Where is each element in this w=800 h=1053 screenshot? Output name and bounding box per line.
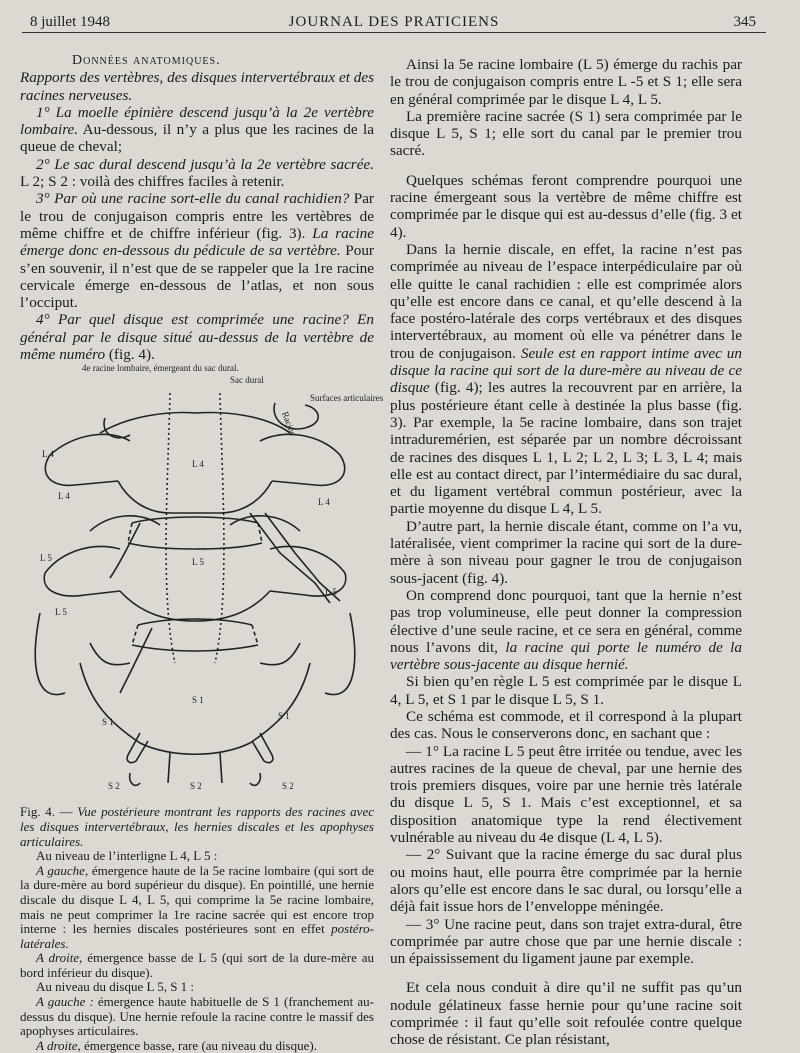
- right-column: [390, 56, 742, 1049]
- subheading: Rapports des vertèbres, des disques intervertébraux et des racines nerveuses.: [20, 69, 374, 104]
- section-heading: Données anatomiques.: [72, 53, 221, 68]
- page-header: [22, 6, 766, 32]
- paragraph: 2° Le sac dural descend jusqu’à la 2e vertèbre sacrée. L 2; S 2 : voilà des chiffres faciles à retenir.: [20, 155, 374, 191]
- paragraph: D’autre part, la hernie discale étant, comme on l’a vu, latéralisée, vient comprimer la racine qui sort de la dure-mère à son niveau pour gagner le trou de conjugaison sous-jacent (fig. 4).: [390, 517, 742, 587]
- legend-line: A droite, émergence basse, rare (au niveau du disque).: [36, 1037, 317, 1053]
- left-column: [20, 52, 384, 1053]
- label-S2-center: S 2: [190, 781, 202, 792]
- label-racine: 4e racine lombaire, émergeant du sac dural.: [82, 363, 239, 374]
- journal-title: JOURNAL DES PRATICIENS: [288, 14, 500, 30]
- paragraph: Quelques schémas feront comprendre pourquoi une racine émergeant sous la vertèbre de même chiffre est comprimée par le disque qui est au-dessus d’elle (fig. 3 et 4).: [390, 171, 742, 241]
- paragraph: Ce schéma est commode, et il correspond à la plupart des cas. Nous le conserverons donc, en sachant que :: [390, 707, 742, 743]
- legend-line: Au niveau de l’interligne L 4, L 5 :: [36, 848, 218, 864]
- legend-line: A droite, émergence basse de L 5 (qui sort de la dure-mère au bord inférieur du disque).: [20, 950, 375, 980]
- paragraph: Dans la hernie discale, en effet, la racine n’est pas comprimée au niveau de l’espace interpédiculaire par où elle quitte le canal rachidien : elle est comprimée alors qu’elle est encore dans ce canal, et qu’elle descend à la face postéro-latérale des corps vertébraux et des disques intervertébraux, au moment où elle va pénétrer dans le trou de conjugaison. Seule est en rapport intime avec un disque la racine qui sort de la dure-mère au niveau de ce disque (fig. 4); les autres la recouvrent par en arrière, la plus postérieure étant celle à destinée la plus basse (fig. 3). Par exemple, la 5e racine lombaire, dans son trajet intraduremérien, est séparée par un nombre décroissant de racines des disques L 1, L 2; L 2, L 3; L 3, L 4; mais elle est au contact direct, par l’intermédiaire du sac dural, et du ligament vertébral commun postérieur, avec la partie moyenne du disque L 4, L 5.: [390, 240, 742, 518]
- label-L4-center: L 4: [192, 459, 204, 470]
- legend-line: Au niveau du disque L 5, S 1 :: [36, 979, 195, 995]
- label-L5-center: L 5: [192, 557, 204, 568]
- paragraph: 4° Par quel disque est comprimée une racine? En général par le disque situé au-dessus de la vertèbre de même numéro (fig. 4).: [20, 311, 374, 364]
- label-L5-right: L 5: [325, 587, 337, 598]
- label-S2-right: S 2: [282, 781, 294, 792]
- paragraph: Et cela nous conduit à dire qu’il ne suffit pas qu’un nodule gélatineux fasse hernie pour qu’une racine soit comprimée : il faut qu’elle soit refoulée contre quelque chose de résistant. Ce plan résistant,: [390, 979, 742, 1049]
- spine-diagram: [20, 363, 384, 801]
- paragraph: 3° Par où une racine sort-elle du canal rachidien? Par le trou de conjugaison compris entre les vertèbres de même chiffre et de chiffre inférieur (fig. 3). La racine émerge donc en-dessous du pédicule de sa vertèbre. Pour s’en souvenir, il n’est que de se rappeler que la 1re racine cervicale émerge en-dessous de l’atlas, et non sous l’occiput.: [20, 190, 374, 312]
- label-sac-dural: Sac dural: [230, 375, 264, 386]
- label-L5-left: L 5: [40, 553, 52, 564]
- header-rule: [22, 32, 766, 33]
- legend-line: A gauche : émergence haute habituelle de S 1 (franchement au-dessus du disque). Une hernie refoule la racine contre le massif des apophyses articulaires.: [20, 994, 375, 1039]
- paragraph: — 3° Une racine peut, dans son trajet extra-dural, être comprimée par autre chose que par une hernie discale : un épaississement du ligament jaune par exemple.: [390, 915, 742, 968]
- label-S1-left: S 1: [102, 717, 114, 728]
- label-L4-right: L 4: [318, 497, 330, 508]
- paragraph: — 2° Suivant que la racine émerge du sac dural plus ou moins haut, elle pourra être comprimée par la hernie alors qu’elle est encore dans le sac dural, ou lorsqu’elle a déjà fait issue hors de l’enveloppe méningée.: [390, 846, 742, 916]
- label-S1-center: S 1: [192, 695, 204, 706]
- label-S1-right: S 1: [278, 711, 290, 722]
- page-number: 345: [733, 14, 756, 30]
- paragraph: 1° La moelle épinière descend jusqu’à la 2e vertèbre lombaire. Au-dessous, il n’y a plus que les racines de la queue de cheval;: [20, 103, 374, 156]
- paragraph: On comprend donc pourquoi, tant que la hernie n’est pas trop volumineuse, elle peut donner la compression élective d’une seule racine, et ce sera en général, comme nous l’avons dit, la racine qui porte le numéro de la vertèbre sous-jacente au disque hernié.: [390, 586, 742, 674]
- paragraph: Ainsi la 5e racine lombaire (L 5) émerge du rachis par le trou de conjugaison compris entre L -5 et S 1; elle sera en général comprimée par le disque L 4, L 5.: [390, 56, 742, 108]
- label-racine-2: Racine: [280, 410, 299, 438]
- label-S2-left: S 2: [108, 781, 120, 792]
- issue-date: 8 juillet 1948: [30, 14, 110, 30]
- spine-figure: [20, 363, 384, 801]
- legend-line: A gauche, émergence haute de la 5e racine lombaire (qui sort de la dure-mère au bord supérieur du disque). En pointillé, une hernie discale du disque L 4, L 5, qui comprime la 5e racine lombaire, mais ne peut comprimer la 1re racine sacrée qui est encore trop interne : les hernies discales postérieures sont en effet postéro-latérales.: [20, 862, 375, 951]
- figure-caption: Fig. 4. — Vue postérieure montrant les rapports des racines avec les disques intervertébraux, les hernies discales et les apophyses articulaires.: [20, 804, 374, 849]
- label-L4-left: L 4: [42, 449, 54, 460]
- paragraph: — 1° La racine L 5 peut être irritée ou tendue, avec les autres racines de la queue de cheval, par une hernie des trois premiers disques, voire par une hernie très latérale du disque L 5, S 1. Mais c’est exceptionnel, et sa disposition anatomique type la rend électivement vulnérable au niveau du 4e disque (L 4, L 5).: [390, 742, 742, 847]
- paragraph: La première racine sacrée (S 1) sera comprimée par le disque L 5, S 1; elle sort du canal par le premier trou sacré.: [390, 107, 742, 160]
- paragraph: Si bien qu’en règle L 5 est comprimée par le disque L 4, L 5, et S 1 par le disque L 5, S 1.: [390, 673, 742, 708]
- label-L5-lower: L 5: [55, 607, 67, 618]
- label-L4-lower: L 4: [58, 491, 70, 502]
- label-surfaces: Surfaces articulaires: [310, 393, 384, 404]
